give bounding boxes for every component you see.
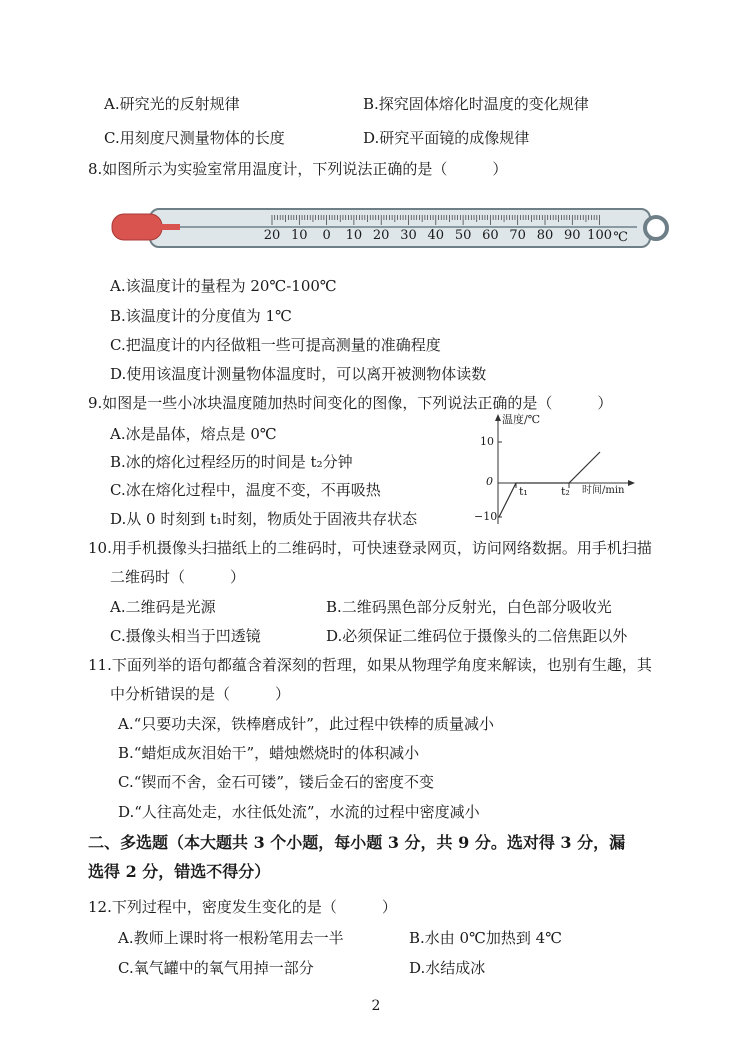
thermometer-scale-label: 20 bbox=[263, 228, 281, 243]
q8-option-c: C.把温度计的内径做粗一些可提高测量的准确程度 bbox=[110, 336, 441, 354]
q8-stem: 8.如图所示为实验室常用温度计，下列说法正确的是（ ） bbox=[88, 160, 508, 178]
q11-stem-line1: 11.下面列举的语句都蕴含着深刻的哲理，如果从物理学角度来解读，也别有生趣，其 bbox=[88, 656, 652, 674]
graph-y-tick-10: 10 bbox=[480, 435, 494, 448]
graph-y-tick-neg10: −10 bbox=[474, 510, 498, 523]
graph-x-tick-t1: t₁ bbox=[519, 485, 528, 498]
q10-stem-line2: 二维码时（ ） bbox=[110, 568, 246, 586]
graph-x-label: 时间/min bbox=[582, 485, 625, 496]
q10-stem-line1: 10.用手机摄像头扫描纸上的二维码时，可快速登录网页，访问网络数据。用手机扫描 bbox=[88, 539, 652, 557]
thermometer-scale-label: 40 bbox=[427, 228, 445, 243]
q12-option-a: A.教师上课时将一根粉笔用去一半 bbox=[118, 929, 344, 947]
q10-option-a: A.二维码是光源 bbox=[110, 598, 216, 616]
q12-option-b: B.水由 0℃加热到 4℃ bbox=[409, 929, 562, 947]
q12-stem: 12.下列过程中，密度发生变化的是（ ） bbox=[88, 898, 397, 916]
thermometer-unit: ℃ bbox=[613, 230, 628, 245]
q12-option-c: C.氧气罐中的氧气用掉一部分 bbox=[118, 959, 314, 977]
thermometer-scale-label: 100 bbox=[587, 228, 612, 243]
q9-stem: 9.如图是一些小冰块温度随加热时间变化的图像，下列说法正确的是（ ） bbox=[88, 394, 613, 412]
q7-option-b: B.探究固体熔化时温度的变化规律 bbox=[363, 95, 589, 113]
thermometer-figure bbox=[110, 204, 670, 254]
thermometer-scale-label: 90 bbox=[564, 228, 581, 243]
q9-graph bbox=[468, 412, 648, 530]
page-number: 2 bbox=[371, 998, 381, 1014]
section2-heading-line2: 选得 2 分，错选不得分） bbox=[88, 862, 271, 881]
thermometer-scale-label: 10 bbox=[345, 228, 363, 243]
thermometer-scale-label: 60 bbox=[482, 228, 499, 243]
q9-option-c: C.冰在熔化过程中，温度不变，不再吸热 bbox=[110, 481, 381, 499]
q7-option-d: D.研究平面镜的成像规律 bbox=[363, 129, 530, 147]
q11-option-d: D.“人往高处走，水往低处流”，水流的过程中密度减小 bbox=[118, 803, 480, 821]
q11-option-c: C.“锲而不舍，金石可镂”，镂后金石的密度不变 bbox=[118, 773, 435, 791]
q12-option-d: D.水结成冰 bbox=[409, 959, 486, 977]
thermometer-scale-label: 20 bbox=[372, 228, 390, 243]
q7-option-a: A.研究光的反射规律 bbox=[104, 95, 240, 113]
q10-option-d: D.必须保证二维码位于摄像头的二倍焦距以外 bbox=[326, 627, 628, 645]
q8-option-b: B.该温度计的分度值为 1℃ bbox=[110, 307, 292, 325]
q10-option-c: C.摄像头相当于凹透镜 bbox=[110, 627, 261, 645]
thermometer-scale-label: 70 bbox=[509, 228, 526, 243]
graph-y-label: 温度/℃ bbox=[502, 413, 541, 426]
q11-option-a: A.“只要功夫深，铁棒磨成针”，此过程中铁棒的质量减小 bbox=[118, 715, 494, 733]
thermometer-scale-label: 50 bbox=[454, 228, 472, 243]
thermometer-scale-label: 0 bbox=[322, 228, 331, 243]
thermometer-scale-label: 10 bbox=[291, 228, 308, 243]
q8-option-a: A.该温度计的量程为 20℃-100℃ bbox=[110, 277, 337, 295]
q9-option-b: B.冰的熔化过程经历的时间是 t₂分钟 bbox=[110, 453, 353, 471]
q8-option-d: D.使用该温度计测量物体温度时，可以离开被测物体读数 bbox=[110, 365, 487, 383]
q7-option-c: C.用刻度尺测量物体的长度 bbox=[104, 129, 285, 147]
section2-heading-line1: 二、多选题（本大题共 3 个小题，每小题 3 分，共 9 分。选对得 3 分，漏 bbox=[88, 833, 626, 852]
thermometer-scale-label: 80 bbox=[536, 228, 554, 243]
q10-option-b: B.二维码黑色部分反射光，白色部分吸收光 bbox=[326, 598, 612, 616]
graph-y-tick-0: 0 bbox=[486, 475, 493, 488]
q11-stem-line2: 中分析错误的是（ ） bbox=[110, 685, 291, 703]
q9-option-a: A.冰是晶体，熔点是 0℃ bbox=[110, 425, 277, 443]
q11-option-b: B.“蜡炬成灰泪始干”，蜡烛燃烧时的体积减小 bbox=[118, 744, 420, 762]
thermometer-scale-label: 30 bbox=[400, 228, 417, 243]
q9-option-d: D.从 0 时刻到 t₁时刻，物质处于固液共存状态 bbox=[110, 510, 418, 528]
graph-x-tick-t2: t₂ bbox=[561, 485, 570, 498]
